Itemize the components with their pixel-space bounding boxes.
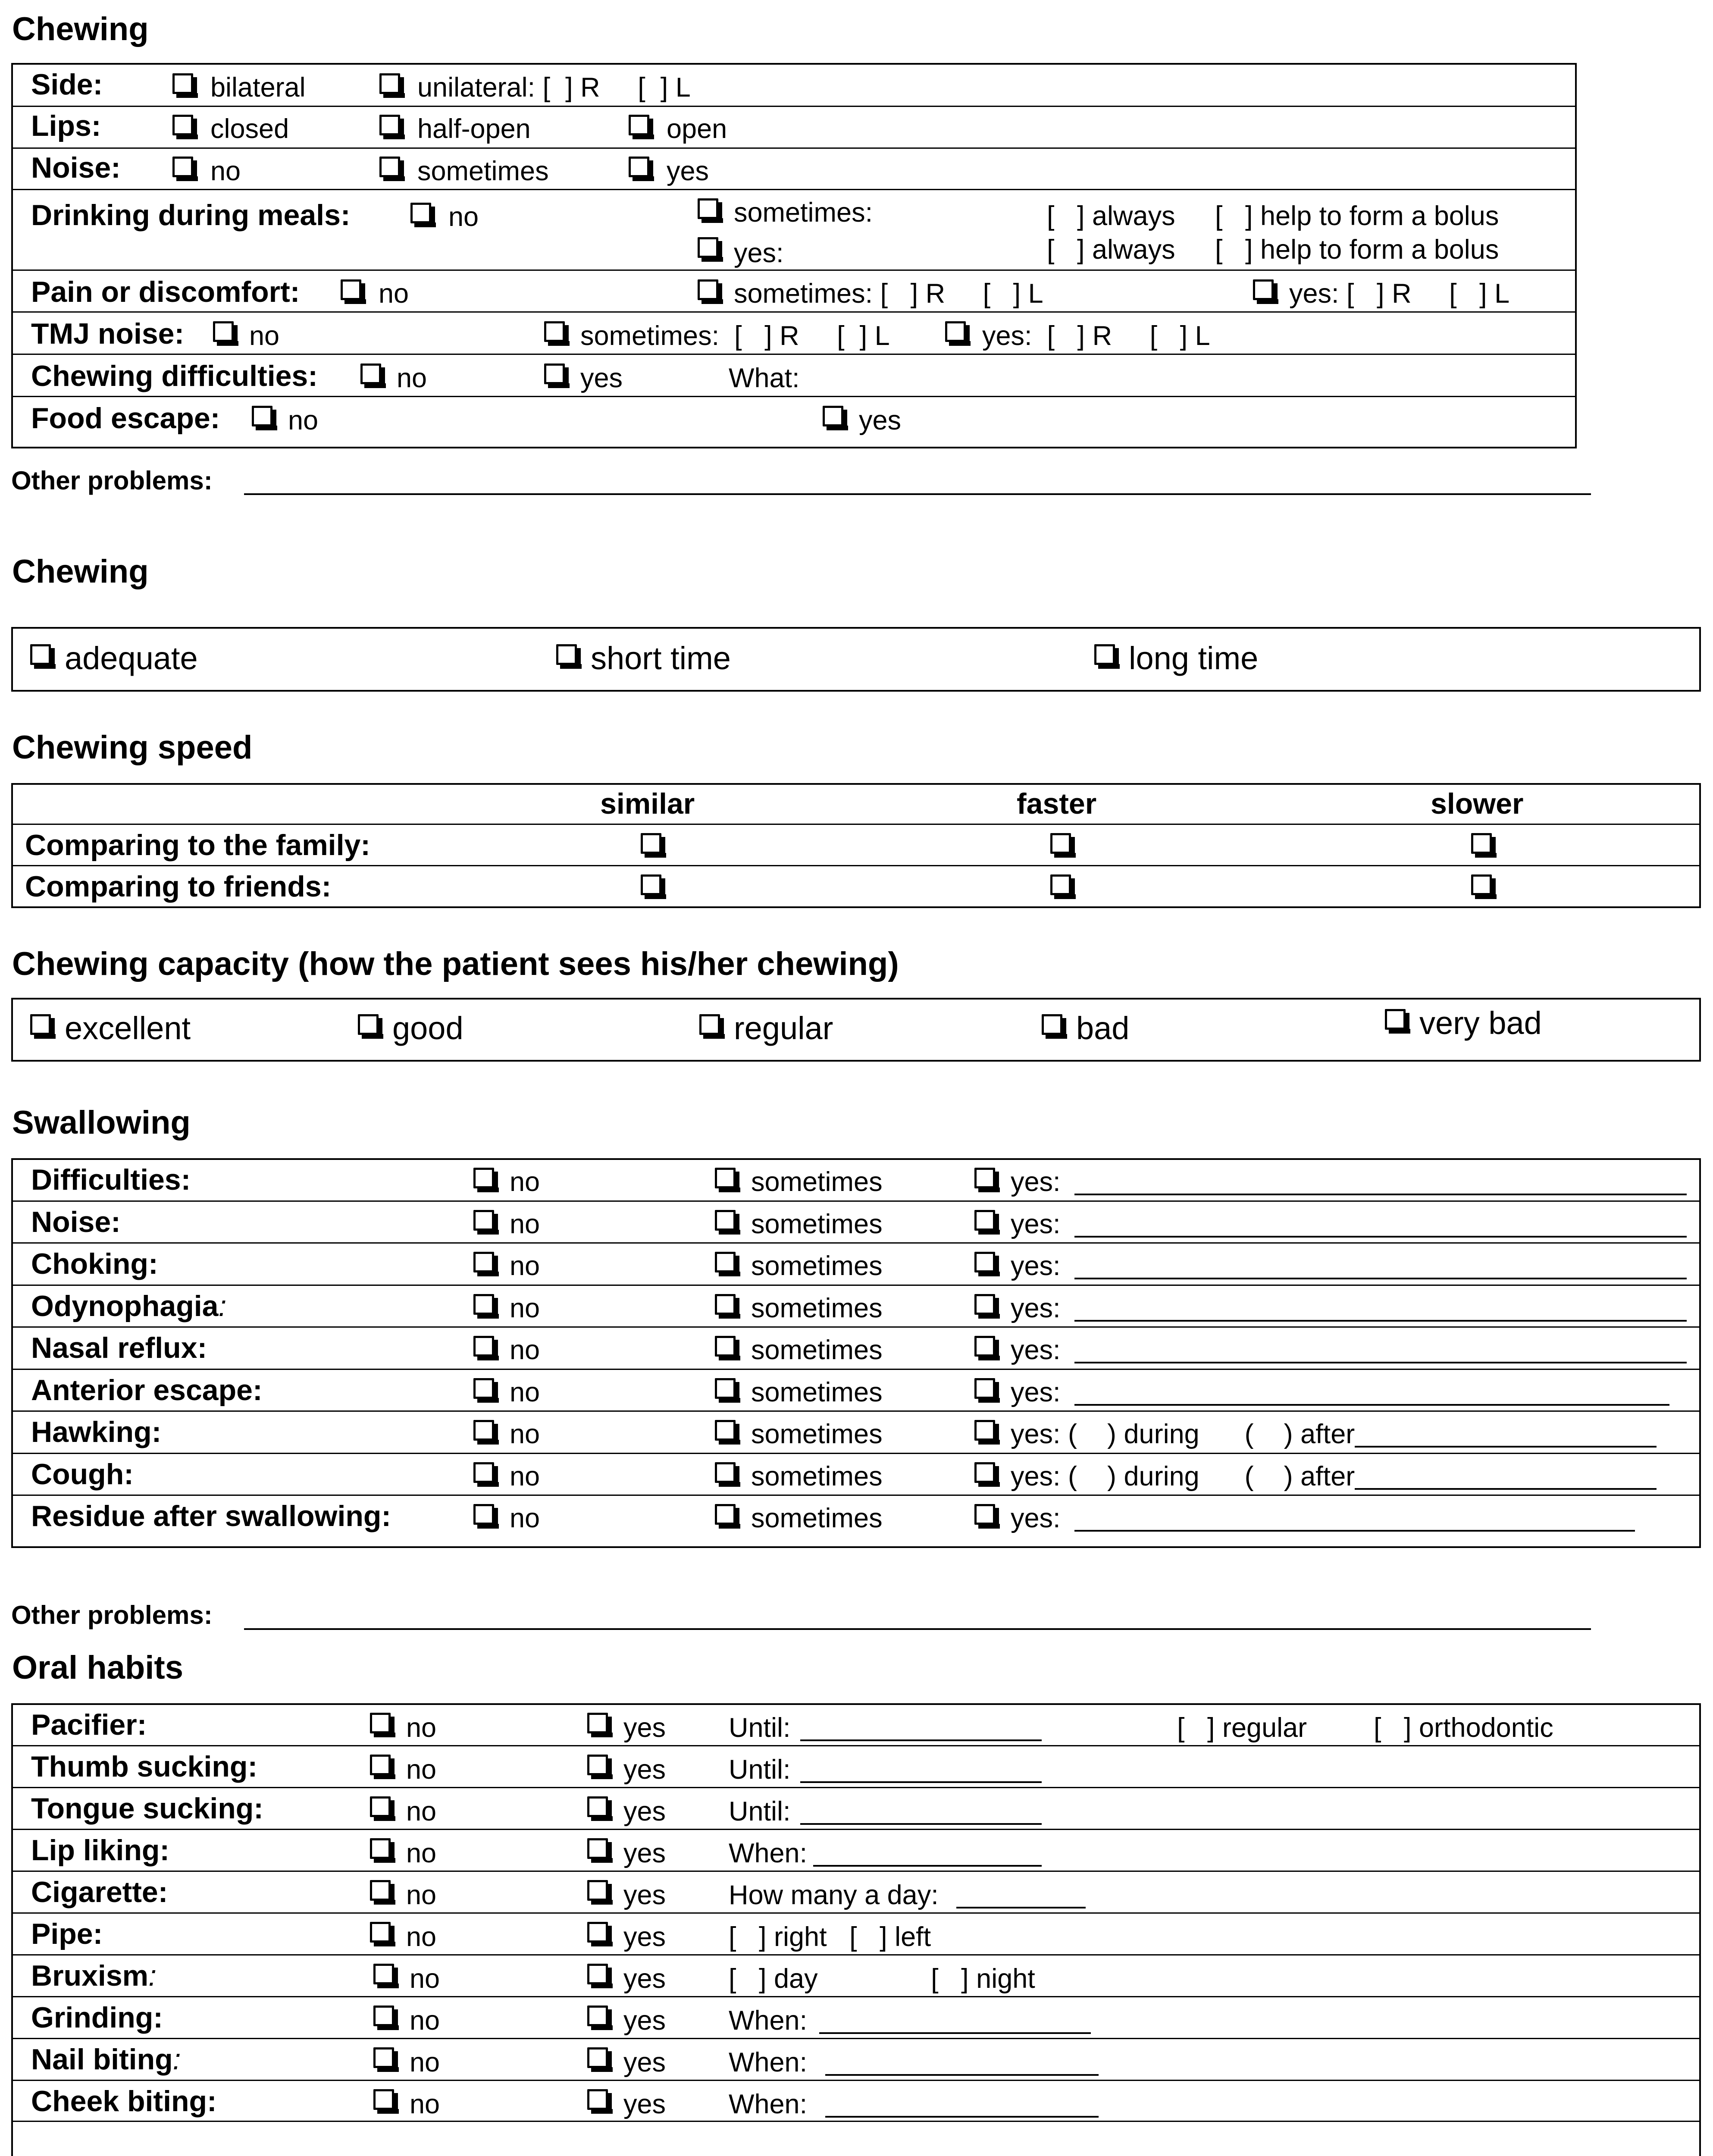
habit-no-checkbox[interactable] [370,1796,391,1817]
unilateral-checkbox[interactable] [379,73,400,94]
habit-no-option: no [410,2089,440,2119]
swallowing-no-option: no [510,1167,540,1197]
other-problems-line-2[interactable] [244,1628,1591,1630]
swallowing-yes-option: yes: [1011,1293,1061,1323]
habit-no-option: no [410,2047,440,2078]
section-title-chewing-2: Chewing [12,553,149,590]
swallowing-sometimes-checkbox[interactable] [715,1336,736,1357]
habit-row-label: Bruxism: [31,1959,157,1992]
habit-no-option: no [406,1838,437,1868]
drinking-bolus-1: [ ] help to form a bolus [1215,201,1499,231]
habit-detail: When: [729,2006,808,2036]
habit-detail: [ ] right [ ] left [729,1922,931,1952]
drinking-no-checkbox[interactable] [410,203,431,223]
habit-row-label: Pipe: [31,1918,103,1950]
noise-no-checkbox[interactable] [172,157,193,177]
habit-detail-line[interactable] [800,1823,1042,1825]
long-time-checkbox[interactable] [1094,644,1115,665]
swallowing-yes-line[interactable] [1074,1404,1669,1406]
tmj-no-checkbox[interactable] [213,321,234,342]
habit-detail-line[interactable] [956,1907,1086,1908]
habit-yes-option: yes [623,1713,666,1743]
swallowing-yes-option: yes: ( ) during ( ) after [1011,1419,1355,1449]
drinking-always-2: [ ] always [1047,235,1175,265]
habit-no-checkbox[interactable] [370,1755,391,1775]
pain-label: Pain or discomfort: [31,276,300,308]
pain-yes-option: yes: [ ] R [ ] L [1289,279,1510,309]
habit-no-option: no [406,1922,437,1952]
swallowing-yes-checkbox[interactable] [974,1294,995,1315]
habit-row-label: Thumb sucking: [31,1750,258,1783]
swallowing-yes-line[interactable] [1074,1320,1687,1322]
habit-detail: How many a day: [729,1880,939,1910]
swallowing-row-label: Hawking: [31,1416,162,1448]
regular-option: regular [734,1010,833,1046]
habit-yes-checkbox[interactable] [587,1755,608,1775]
habit-no-checkbox[interactable] [373,2006,394,2026]
noise-sometimes-checkbox[interactable] [379,157,400,177]
habit-yes-checkbox[interactable] [587,1838,608,1859]
habit-no-checkbox[interactable] [370,1922,391,1943]
lips-closed-checkbox[interactable] [172,115,193,135]
habit-no-checkbox[interactable] [370,1880,391,1901]
habit-row-label: Cheek biting: [31,2085,217,2118]
friends-similar-checkbox[interactable] [641,874,661,895]
tmj-yes-checkbox[interactable] [945,321,966,342]
row-friends: Comparing to friends: [25,870,332,903]
swallowing-row-label: Choking: [31,1247,158,1280]
swallowing-yes-checkbox[interactable] [974,1504,995,1525]
habit-yes-checkbox[interactable] [587,1796,608,1817]
swallowing-yes-option: yes: [1011,1503,1061,1533]
swallowing-row-label: Noise: [31,1206,121,1238]
habit-no-option: no [406,1880,437,1910]
lips-half-open-option: half-open [417,114,531,144]
habit-row-label: Grinding: [31,2001,163,2034]
habit-yes-option: yes [623,1838,666,1868]
habit-no-checkbox[interactable] [370,1713,391,1733]
swallowing-no-option: no [510,1419,540,1449]
swallowing-sometimes-option: sometimes [751,1377,883,1407]
tmj-sometimes-checkbox[interactable] [544,321,565,342]
swallowing-sometimes-checkbox[interactable] [715,1294,736,1315]
swallowing-after-line[interactable] [1355,1446,1657,1448]
swallowing-row-label: Difficulties: [31,1163,191,1196]
habit-row-label: Lip liking: [31,1834,170,1867]
habit-detail-line[interactable] [800,1739,1042,1741]
swallowing-no-option: no [510,1461,540,1492]
col-faster: faster [1017,787,1097,820]
habit-yes-option: yes [623,1922,666,1952]
bad-checkbox[interactable] [1042,1014,1062,1035]
food-escape-no-option: no [288,405,319,436]
col-similar: similar [600,787,695,820]
chewing-difficulties-yes-option: yes [580,363,623,393]
chewing-difficulties-no-checkbox[interactable] [360,364,381,384]
swallowing-no-option: no [510,1209,540,1239]
family-similar-checkbox[interactable] [641,833,661,854]
swallowing-row-label: Nasal reflux: [31,1332,207,1364]
habit-detail: When: [729,2047,808,2078]
habit-detail-line[interactable] [800,1781,1042,1783]
swallowing-yes-checkbox[interactable] [974,1210,995,1231]
habit-no-option: no [406,1796,437,1827]
pain-no-checkbox[interactable] [341,279,361,300]
habit-yes-option: yes [623,1755,666,1785]
short-time-checkbox[interactable] [556,644,577,665]
section-title-chewing: Chewing [12,11,149,47]
pacifier-orthodontic: [ ] orthodontic [1374,1713,1553,1743]
habit-yes-option: yes [623,2089,666,2119]
pacifier-regular: [ ] regular [1177,1713,1307,1743]
swallowing-row-label: Anterior escape: [31,1374,263,1407]
swallowing-row-label: Residue after swallowing: [31,1500,391,1532]
habit-yes-checkbox[interactable] [587,1922,608,1943]
swallowing-no-checkbox[interactable] [473,1210,494,1231]
side-label: Side: [31,68,103,101]
swallowing-yes-checkbox[interactable] [974,1168,995,1188]
habit-detail-line[interactable] [825,2074,1099,2076]
drinking-yes-option: yes: [734,238,784,268]
habit-row-label: Cigarette: [31,1876,168,1908]
swallowing-sometimes-option: sometimes [751,1335,883,1365]
swallowing-no-checkbox[interactable] [473,1168,494,1188]
pain-no-option: no [379,279,409,309]
drinking-sometimes-checkbox[interactable] [698,198,718,219]
habit-row-label: Nail biting: [31,2043,181,2076]
good-checkbox[interactable] [358,1014,379,1035]
swallowing-sometimes-checkbox[interactable] [715,1252,736,1272]
swallowing-no-option: no [510,1251,540,1281]
section-title-chewing-speed: Chewing speed [12,729,253,766]
lips-closed-option: closed [210,114,289,144]
swallowing-no-option: no [510,1293,540,1323]
noise-yes-option: yes [667,156,709,186]
drinking-bolus-2: [ ] help to form a bolus [1215,235,1499,265]
very-bad-option: very bad [1419,1005,1542,1041]
habit-detail-line[interactable] [819,2032,1091,2034]
pain-sometimes-checkbox[interactable] [698,279,718,300]
tmj-sometimes-option: sometimes: [ ] R [ ] L [580,321,890,351]
noise-sometimes-option: sometimes [417,156,549,186]
habit-yes-option: yes [623,2006,666,2036]
swallowing-sometimes-option: sometimes [751,1419,883,1449]
swallowing-no-checkbox[interactable] [473,1420,494,1441]
swallowing-no-checkbox[interactable] [473,1336,494,1357]
chewing-difficulties-no-option: no [397,363,427,393]
lips-open-option: open [667,114,727,144]
habit-yes-checkbox[interactable] [587,1964,608,1984]
swallowing-yes-checkbox[interactable] [974,1378,995,1399]
swallowing-yes-option: yes: [1011,1251,1061,1281]
lips-open-checkbox[interactable] [629,115,649,135]
pain-sometimes-option: sometimes: [ ] R [ ] L [734,279,1043,309]
swallowing-yes-option: yes: [1011,1335,1061,1365]
other-problems-label-2: Other problems: [11,1601,213,1630]
habit-no-option: no [410,2006,440,2036]
swallowing-yes-line[interactable] [1074,1362,1687,1363]
col-slower: slower [1431,787,1524,820]
swallowing-sometimes-checkbox[interactable] [715,1210,736,1231]
habit-detail-line[interactable] [813,1865,1042,1867]
habit-no-option: no [406,1713,437,1743]
habit-row-label: Tongue sucking: [31,1792,263,1825]
family-slower-checkbox[interactable] [1471,833,1492,854]
swallowing-after-line[interactable] [1355,1488,1657,1490]
swallowing-sometimes-option: sometimes [751,1209,883,1239]
short-time-option: short time [591,640,731,676]
swallowing-row-label: Odynophagia: [31,1290,227,1322]
other-problems-label-1: Other problems: [11,466,213,495]
habit-detail: When: [729,2089,808,2119]
long-time-option: long time [1129,640,1259,676]
swallowing-sometimes-checkbox[interactable] [715,1168,736,1188]
section-title-oral-habits: Oral habits [12,1649,183,1686]
excellent-option: excellent [65,1010,191,1046]
very-bad-checkbox[interactable] [1385,1009,1406,1030]
swallowing-no-option: no [510,1377,540,1407]
drinking-label: Drinking during meals: [31,199,351,232]
swallowing-yes-line[interactable] [1074,1278,1687,1279]
section-title-swallowing: Swallowing [12,1104,191,1141]
noise-label: Noise: [31,151,121,184]
good-option: good [392,1010,463,1046]
lips-label: Lips: [31,110,101,142]
swallowing-row-label: Cough: [31,1458,134,1491]
swallowing-sometimes-option: sometimes [751,1251,883,1281]
habit-detail: When: [729,1838,808,1868]
habit-yes-option: yes [623,1880,666,1910]
swallowing-no-checkbox[interactable] [473,1252,494,1272]
habit-detail-line[interactable] [825,2116,1099,2118]
friends-slower-checkbox[interactable] [1471,874,1492,895]
swallowing-yes-option: yes: ( ) during ( ) after [1011,1461,1355,1492]
drinking-always-1: [ ] always [1047,201,1175,231]
swallowing-no-checkbox[interactable] [473,1504,494,1525]
swallowing-sometimes-option: sometimes [751,1167,883,1197]
family-faster-checkbox[interactable] [1050,833,1071,854]
tmj-no-option: no [249,321,280,351]
swallowing-yes-line[interactable] [1074,1194,1687,1195]
unilateral-option: unilateral: [ ] R [ ] L [417,72,691,103]
noise-yes-checkbox[interactable] [629,157,649,177]
habit-detail: Until: [729,1713,791,1743]
lips-half-open-checkbox[interactable] [379,115,400,135]
habit-no-checkbox[interactable] [370,1838,391,1859]
habit-yes-checkbox[interactable] [587,2047,608,2068]
section-title-chewing-capacity: Chewing capacity (how the patient sees his/her chewing) [12,946,899,982]
swallowing-sometimes-option: sometimes [751,1293,883,1323]
bilateral-checkbox[interactable] [172,73,193,94]
habit-yes-checkbox[interactable] [587,2089,608,2110]
swallowing-yes-checkbox[interactable] [974,1462,995,1483]
swallowing-no-checkbox[interactable] [473,1462,494,1483]
adequate-checkbox[interactable] [30,644,51,665]
swallowing-no-checkbox[interactable] [473,1378,494,1399]
other-problems-line-1[interactable] [244,493,1591,495]
habit-detail: [ ] day [ ] night [729,1964,1035,1994]
bad-option: bad [1076,1010,1130,1046]
chewing-time-box [11,627,1701,692]
swallowing-no-checkbox[interactable] [473,1294,494,1315]
food-escape-no-checkbox[interactable] [252,406,272,426]
regular-checkbox[interactable] [699,1014,720,1035]
habit-detail: Until: [729,1796,791,1827]
tmj-label: TMJ noise: [31,317,185,350]
excellent-checkbox[interactable] [30,1014,51,1035]
food-escape-label: Food escape: [31,402,220,435]
habit-yes-checkbox[interactable] [587,2006,608,2026]
habit-yes-option: yes [623,2047,666,2078]
friends-faster-checkbox[interactable] [1050,874,1071,895]
swallowing-sometimes-option: sometimes [751,1503,883,1533]
row-family: Comparing to the family: [25,829,370,862]
swallowing-yes-option: yes: [1011,1167,1061,1197]
habit-no-checkbox[interactable] [373,2047,394,2068]
habit-no-checkbox[interactable] [373,2089,394,2110]
swallowing-yes-option: yes: [1011,1209,1061,1239]
swallowing-yes-option: yes: [1011,1377,1061,1407]
habit-no-option: no [410,1964,440,1994]
swallowing-sometimes-checkbox[interactable] [715,1378,736,1399]
swallowing-yes-line[interactable] [1074,1236,1687,1238]
habit-yes-checkbox[interactable] [587,1880,608,1901]
food-escape-yes-option: yes [859,405,902,436]
habit-no-option: no [406,1755,437,1785]
swallowing-sometimes-checkbox[interactable] [715,1462,736,1483]
habit-detail: Until: [729,1755,791,1785]
swallowing-yes-checkbox[interactable] [974,1420,995,1441]
chewing-difficulties-what: What: [729,363,800,393]
food-escape-yes-checkbox[interactable] [823,406,843,426]
swallowing-no-option: no [510,1335,540,1365]
pain-yes-checkbox[interactable] [1253,279,1274,300]
habit-row-label: Pacifier: [31,1708,147,1741]
swallowing-yes-checkbox[interactable] [974,1336,995,1357]
adequate-option: adequate [65,640,198,676]
drinking-yes-checkbox[interactable] [698,237,718,258]
swallowing-sometimes-checkbox[interactable] [715,1504,736,1525]
swallowing-sometimes-checkbox[interactable] [715,1420,736,1441]
noise-no-option: no [210,156,241,186]
bilateral-option: bilateral [210,72,306,103]
swallowing-sometimes-option: sometimes [751,1461,883,1492]
swallowing-yes-checkbox[interactable] [974,1252,995,1272]
swallowing-yes-line[interactable] [1074,1530,1635,1532]
drinking-no-option: no [448,202,479,232]
drinking-sometimes-option: sometimes: [734,197,873,228]
habit-yes-checkbox[interactable] [587,1713,608,1733]
habit-yes-option: yes [623,1964,666,1994]
swallowing-no-option: no [510,1503,540,1533]
chewing-difficulties-label: Chewing difficulties: [31,360,318,392]
habit-yes-option: yes [623,1796,666,1827]
chewing-difficulties-yes-checkbox[interactable] [544,364,565,384]
tmj-yes-option: yes: [ ] R [ ] L [982,321,1210,351]
habit-no-checkbox[interactable] [373,1964,394,1984]
